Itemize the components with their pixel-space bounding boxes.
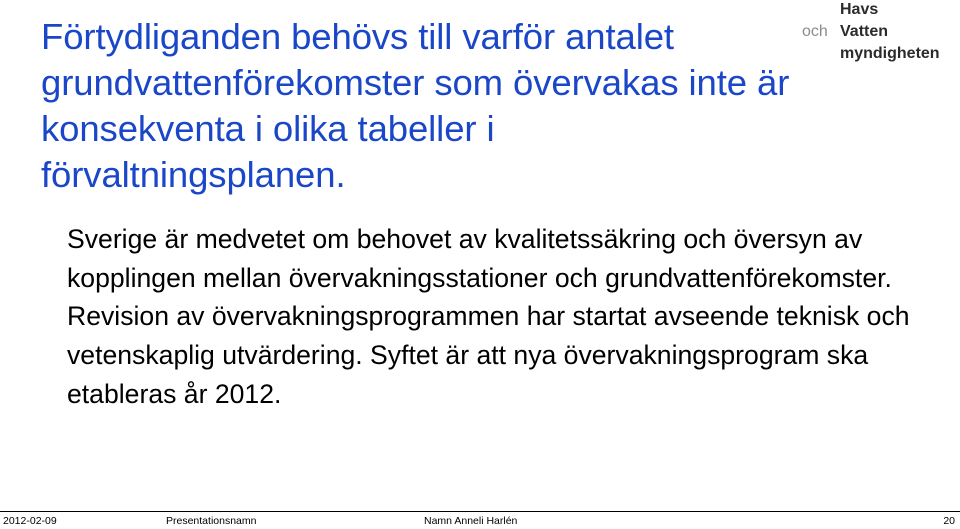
- logo-line-vatten: Vatten: [840, 23, 889, 40]
- footer-presentation-name: Presentationsnamn: [166, 515, 257, 527]
- footer-page-number: 20: [943, 515, 955, 527]
- slide-body-text: Sverige är medvetet om behovet av kvalitetssäkring och översyn av kopplingen mellan övervakningsstationer och grundvattenförekomster. Revision av övervakningsprogrammen har startat avseende teknisk och vetenskaplig utvärdering. Syftet är att nya övervakningsprogram ska etableras år 2012.: [67, 224, 910, 409]
- footer-author: Namn Anneli Harlén: [424, 515, 518, 527]
- logo-graphic: [802, 0, 960, 62]
- footer-date: 2012-02-09: [3, 515, 57, 527]
- logo-line-myndigheten: myndigheten: [840, 45, 940, 62]
- slide-title: Förtydliganden behövs till varför antalet grundvattenförekomster som övervakas inte är konsekventa i olika tabeller i förvaltningsplanen.: [41, 16, 790, 195]
- logo-line-havs: Havs: [840, 1, 879, 18]
- havs-och-vatten-logo: [802, 0, 960, 62]
- footer-divider: [0, 511, 960, 512]
- logo-och: och: [802, 23, 828, 40]
